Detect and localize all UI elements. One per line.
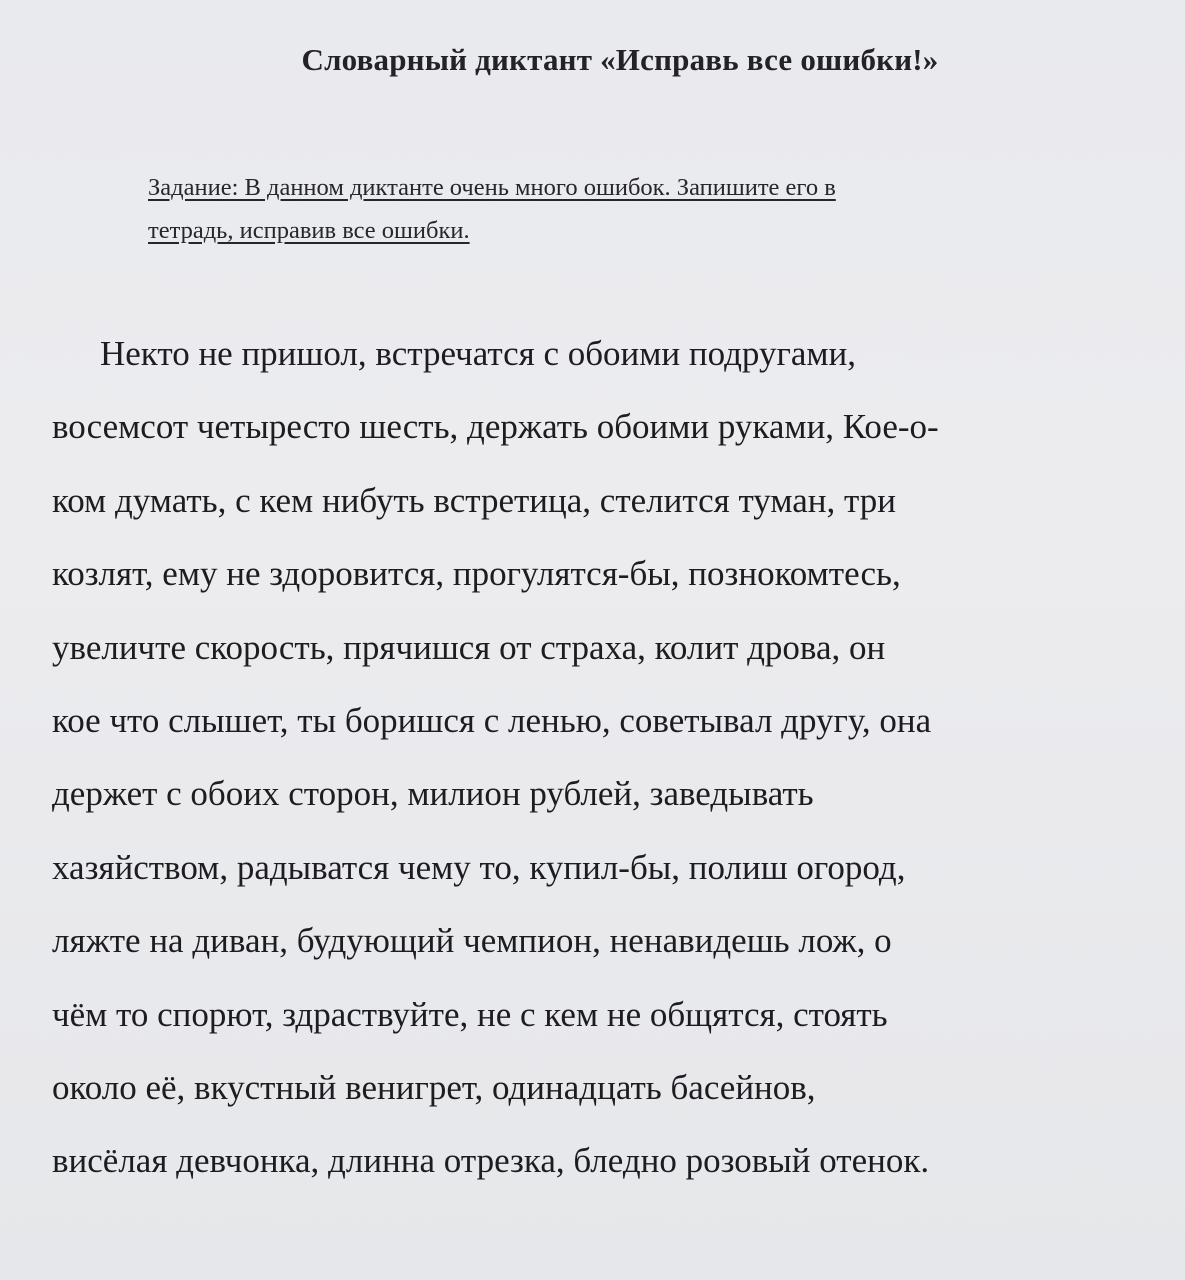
dictation-text	[52, 326, 1142, 1207]
task-line: тетрадь, исправив все ошибки.	[148, 217, 470, 244]
task-line: Задание: В данном диктанте очень много ошибок. Запишите его в	[148, 174, 836, 201]
dictation-line: ляжте на диван, будующий чемпион, ненавидешь лож, о	[52, 921, 892, 961]
dictation-line: около её, вкустный венигрет, одинадцать басейнов,	[52, 1067, 816, 1107]
dictation-line: чём то спорют, здраствуйте, не с кем не общятся, стоять	[52, 994, 888, 1034]
dictation-line: козлят, ему не здоровится, прогулятся-бы, познокомтесь,	[52, 554, 901, 594]
dictation-line: висёлая девчонка, длинна отрезка, бледно розовый отенок.	[52, 1141, 930, 1181]
dictation-line: восемсот четыресто шесть, держать обоими руками, Кое-о-	[52, 407, 939, 447]
dictation-line: ком думать, с кем нибуть встретица, стелится туман, три	[52, 480, 896, 520]
dictation-line: держет с обоих сторон, милион рублей, заведывать	[52, 774, 814, 814]
dictation-line: Некто не пришол, встречатся с обоими подругами,	[100, 334, 856, 373]
dictation-line: хазяйством, радыватся чему то, купил-бы, полиш огород,	[52, 847, 906, 887]
dictation-line: кое что слышет, ты боришся с ленью, советывал другу, она	[52, 700, 932, 740]
dictation-line: увеличте скорость, прячишся от страха, колит дрова, он	[52, 627, 886, 667]
document-title: Словарный диктант «Исправь все ошибки!»	[301, 42, 939, 77]
task-instructions	[148, 166, 1128, 252]
